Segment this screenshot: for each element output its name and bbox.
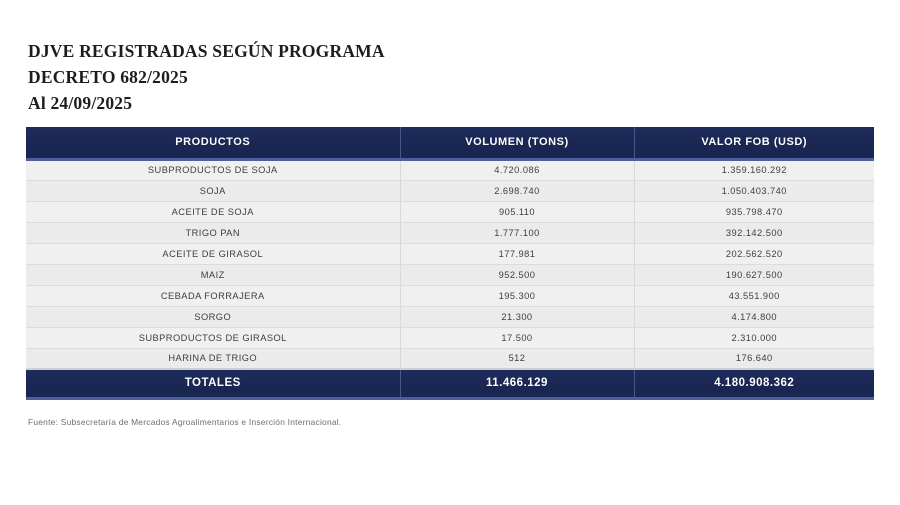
cell-fob: 2.310.000 (634, 327, 874, 348)
table-row (26, 222, 874, 243)
table-body (26, 159, 874, 369)
page-title (28, 38, 668, 116)
title-line-3: Al 24/09/2025 (28, 93, 133, 113)
table-header-row (26, 127, 874, 159)
totals-label: TOTALES (26, 369, 400, 398)
table-row (26, 327, 874, 348)
cell-producto: SOJA (26, 180, 400, 201)
cell-volumen: 512 (400, 348, 634, 369)
cell-fob: 43.551.900 (634, 285, 874, 306)
table-row (26, 285, 874, 306)
cell-producto: HARINA DE TRIGO (26, 348, 400, 369)
table-row (26, 201, 874, 222)
cell-producto: SUBPRODUCTOS DE GIRASOL (26, 327, 400, 348)
cell-volumen: 177.981 (400, 243, 634, 264)
cell-producto: MAIZ (26, 264, 400, 285)
table-row (26, 264, 874, 285)
djve-table-container (26, 127, 874, 400)
column-header-volumen: VOLUMEN (TONS) (400, 127, 634, 159)
totals-volumen: 11.466.129 (400, 369, 634, 398)
cell-volumen: 1.777.100 (400, 222, 634, 243)
cell-producto: ACEITE DE SOJA (26, 201, 400, 222)
totals-fob: 4.180.908.362 (634, 369, 874, 398)
source-footnote: Fuente: Subsecretaría de Mercados Agroalimentarios e Inserción Internacional. (28, 417, 342, 427)
table-row (26, 306, 874, 327)
cell-producto: TRIGO PAN (26, 222, 400, 243)
totals-row (26, 369, 874, 398)
cell-fob: 935.798.470 (634, 201, 874, 222)
cell-fob: 176.640 (634, 348, 874, 369)
cell-producto: SUBPRODUCTOS DE SOJA (26, 159, 400, 180)
cell-fob: 190.627.500 (634, 264, 874, 285)
table-row (26, 159, 874, 180)
table-row (26, 243, 874, 264)
table-row (26, 348, 874, 369)
djve-table (26, 127, 874, 400)
cell-producto: CEBADA FORRAJERA (26, 285, 400, 306)
table-footer (26, 369, 874, 398)
cell-volumen: 4.720.086 (400, 159, 634, 180)
cell-fob: 202.562.520 (634, 243, 874, 264)
table-header (26, 127, 874, 159)
cell-volumen: 195.300 (400, 285, 634, 306)
cell-producto: SORGO (26, 306, 400, 327)
cell-volumen: 21.300 (400, 306, 634, 327)
cell-volumen: 905.110 (400, 201, 634, 222)
cell-volumen: 17.500 (400, 327, 634, 348)
title-line-1: DJVE REGISTRADAS SEGÚN PROGRAMA (28, 41, 385, 61)
column-header-productos: PRODUCTOS (26, 127, 400, 159)
cell-producto: ACEITE DE GIRASOL (26, 243, 400, 264)
cell-volumen: 952.500 (400, 264, 634, 285)
cell-volumen: 2.698.740 (400, 180, 634, 201)
cell-fob: 4.174.800 (634, 306, 874, 327)
column-header-valor-fob: VALOR FOB (USD) (634, 127, 874, 159)
title-line-2: DECRETO 682/2025 (28, 67, 188, 87)
cell-fob: 1.359.160.292 (634, 159, 874, 180)
table-row (26, 180, 874, 201)
cell-fob: 392.142.500 (634, 222, 874, 243)
cell-fob: 1.050.403.740 (634, 180, 874, 201)
